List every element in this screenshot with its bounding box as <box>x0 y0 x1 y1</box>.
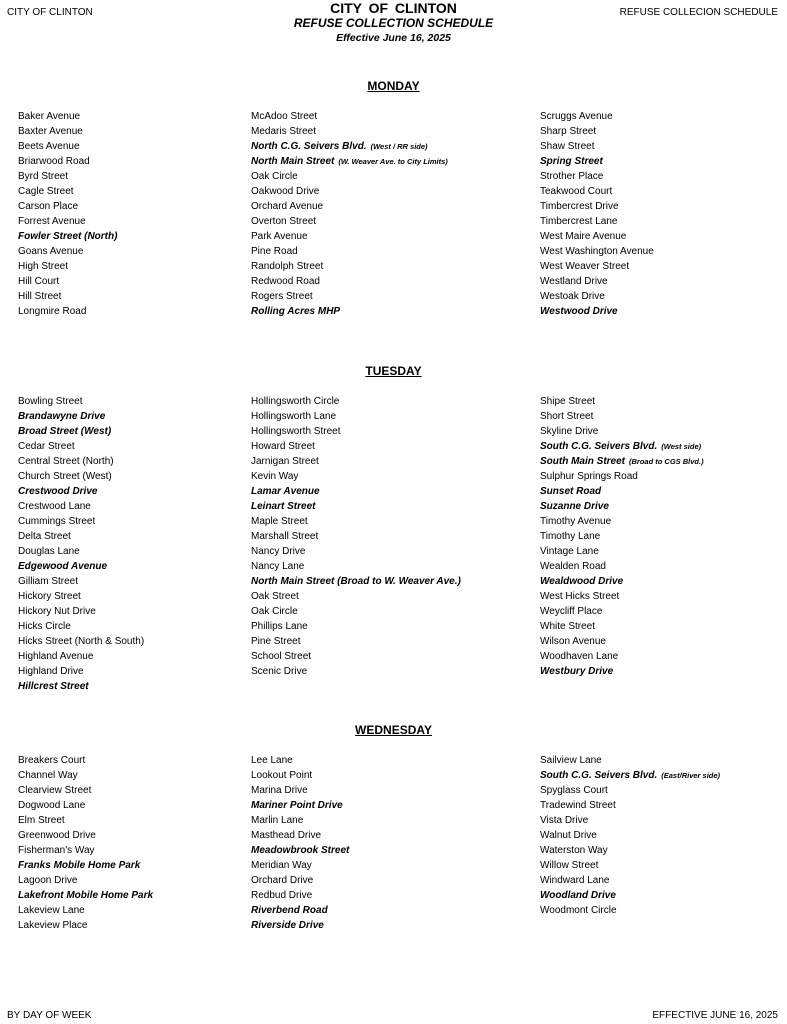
street-name <box>18 409 144 424</box>
street-label: Lakeview Place <box>18 920 88 931</box>
street-name <box>540 843 720 858</box>
header-left-label: CITY OF CLINTON <box>7 7 93 18</box>
street-name <box>251 454 461 469</box>
street-label: Breakers Court <box>18 755 86 766</box>
section-title-monday: MONDAY <box>367 79 420 93</box>
street-label: Lakeview Lane <box>18 905 85 916</box>
street-name <box>18 589 144 604</box>
wednesday-column-2 <box>251 753 349 933</box>
street-label: Randolph Street <box>251 261 324 272</box>
street-name <box>18 139 117 154</box>
street-label: North C.G. Seivers Blvd. <box>251 141 367 152</box>
tuesday-column-2 <box>251 394 461 679</box>
street-name <box>18 244 117 259</box>
street-name <box>540 873 720 888</box>
street-name <box>251 199 448 214</box>
street-label: Maple Street <box>251 516 308 527</box>
street-label: South Main Street <box>540 456 626 467</box>
street-name <box>540 484 704 499</box>
street-label: Meadowbrook Street <box>251 845 350 856</box>
title-block <box>0 1 787 46</box>
street-name <box>251 109 448 124</box>
street-label: Baker Avenue <box>18 111 81 122</box>
street-name <box>18 214 117 229</box>
street-label: Lakefront Mobile Home Park <box>18 890 154 901</box>
street-name <box>18 184 117 199</box>
street-label: Sulphur Springs Road <box>540 471 638 482</box>
street-label: Sharp Street <box>540 126 597 137</box>
street-label: Meridian Way <box>251 860 312 871</box>
street-label: Marina Drive <box>251 785 308 796</box>
street-name <box>251 244 448 259</box>
street-name <box>540 124 654 139</box>
street-label: Strother Place <box>540 171 604 182</box>
street-label: Vintage Lane <box>540 546 599 557</box>
street-label: Franks Mobile Home Park <box>18 860 141 871</box>
street-name <box>540 274 654 289</box>
street-label: West Washington Avenue <box>540 246 654 257</box>
street-name <box>18 469 144 484</box>
street-label: West Maire Avenue <box>540 231 627 242</box>
street-label: Crestwood Lane <box>18 501 91 512</box>
street-label: Douglas Lane <box>18 546 80 557</box>
street-label: Pine Road <box>251 246 298 257</box>
street-label: Fowler Street (North) <box>18 231 118 242</box>
street-name <box>251 469 461 484</box>
street-label: Lagoon Drive <box>18 875 78 886</box>
street-label: Overton Street <box>251 216 317 227</box>
street-name <box>251 604 461 619</box>
street-name <box>18 813 153 828</box>
street-name <box>251 858 349 873</box>
street-note: (East/River side) <box>661 771 721 780</box>
street-name <box>18 394 144 409</box>
street-label: North Main Street (Broad to W. Weaver Ave.) <box>251 576 461 587</box>
street-label: Woodmont Circle <box>540 905 617 916</box>
street-label: Greenwood Drive <box>18 830 96 841</box>
street-label: Woodhaven Lane <box>540 651 619 662</box>
street-name <box>540 409 704 424</box>
street-name <box>251 274 448 289</box>
street-name <box>251 259 448 274</box>
street-name <box>540 244 654 259</box>
street-name <box>18 798 153 813</box>
wednesday-column-3 <box>540 753 720 918</box>
street-label: Oak Street <box>251 591 299 602</box>
street-label: Lookout Point <box>251 770 313 781</box>
street-name <box>251 798 349 813</box>
street-label: Central Street (North) <box>18 456 114 467</box>
street-label: Carson Place <box>18 201 79 212</box>
street-name <box>540 139 654 154</box>
street-label: Byrd Street <box>18 171 69 182</box>
street-label: Goans Avenue <box>18 246 84 257</box>
street-label: Hickory Nut Drive <box>18 606 96 617</box>
street-label: Marlin Lane <box>251 815 304 826</box>
street-name <box>251 289 448 304</box>
street-name <box>18 439 144 454</box>
monday-column-2 <box>251 109 448 319</box>
street-label: Shaw Street <box>540 141 595 152</box>
street-name <box>18 169 117 184</box>
street-name <box>251 903 349 918</box>
street-name <box>18 199 117 214</box>
street-label: Brandawyne Drive <box>18 411 106 422</box>
street-label: Park Avenue <box>251 231 308 242</box>
street-label: Broad Street (West) <box>18 426 112 437</box>
street-label: School Street <box>251 651 312 662</box>
street-label: Hicks Circle <box>18 621 71 632</box>
street-name <box>251 783 349 798</box>
tuesday-column-3 <box>540 394 704 679</box>
street-name <box>251 124 448 139</box>
street-label: Bowling Street <box>18 396 83 407</box>
street-name <box>251 589 461 604</box>
street-label: Crestwood Drive <box>18 486 98 497</box>
street-name <box>18 484 144 499</box>
street-name <box>251 439 461 454</box>
street-label: Spyglass Court <box>540 785 608 796</box>
street-name <box>18 619 144 634</box>
street-name <box>251 813 349 828</box>
street-name <box>18 424 144 439</box>
street-name <box>251 664 461 679</box>
street-label: Vista Drive <box>540 815 589 826</box>
street-label: Westland Drive <box>540 276 608 287</box>
street-name <box>18 604 144 619</box>
street-name <box>251 394 461 409</box>
street-name <box>18 828 153 843</box>
street-name <box>540 589 704 604</box>
street-label: Leinart Street <box>251 501 316 512</box>
street-name <box>18 768 153 783</box>
monday-column-3 <box>540 109 654 319</box>
street-label: Elm Street <box>18 815 65 826</box>
street-label: Briarwood Road <box>18 156 90 167</box>
street-name <box>540 154 654 169</box>
street-name <box>540 199 654 214</box>
street-name <box>540 514 704 529</box>
street-name <box>540 783 720 798</box>
street-label: Baxter Avenue <box>18 126 83 137</box>
street-label: Fisherman's Way <box>18 845 95 856</box>
street-label: Cedar Street <box>18 441 75 452</box>
street-label: Timothy Lane <box>540 531 601 542</box>
street-label: Weycliff Place <box>540 606 603 617</box>
street-name <box>18 574 144 589</box>
street-label: Walnut Drive <box>540 830 597 841</box>
street-label: Nancy Drive <box>251 546 306 557</box>
street-name <box>18 529 144 544</box>
street-name <box>18 858 153 873</box>
street-name <box>18 843 153 858</box>
street-label: Wealden Road <box>540 561 606 572</box>
street-label: West Hicks Street <box>540 591 620 602</box>
street-name <box>18 873 153 888</box>
street-label: Medaris Street <box>251 126 317 137</box>
street-name <box>251 424 461 439</box>
street-label: Hollingsworth Circle <box>251 396 340 407</box>
street-name <box>251 154 448 169</box>
street-label: Redbud Drive <box>251 890 313 901</box>
street-name <box>251 574 461 589</box>
street-label: Gilliam Street <box>18 576 79 587</box>
street-name <box>251 619 461 634</box>
footer-right-label: EFFECTIVE JUNE 16, 2025 <box>652 1010 778 1021</box>
street-label: West Weaver Street <box>540 261 630 272</box>
street-name <box>18 903 153 918</box>
street-name <box>18 304 117 319</box>
street-label: Shipe Street <box>540 396 596 407</box>
street-name <box>540 304 654 319</box>
street-label: South C.G. Seivers Blvd. <box>540 441 658 452</box>
street-label: South C.G. Seivers Blvd. <box>540 770 658 781</box>
street-name <box>540 289 654 304</box>
street-label: Westbury Drive <box>540 666 614 677</box>
street-label: Highland Avenue <box>18 651 94 662</box>
street-name <box>251 169 448 184</box>
street-label: Scruggs Avenue <box>540 111 613 122</box>
street-name <box>540 169 654 184</box>
street-label: Westoak Drive <box>540 291 605 302</box>
street-label: Clearview Street <box>18 785 92 796</box>
street-name <box>540 454 704 469</box>
street-name <box>18 918 153 933</box>
monday-column-1 <box>18 109 117 319</box>
page-subtitle: REFUSE COLLECTION SCHEDULE <box>293 16 494 30</box>
street-name <box>540 753 720 768</box>
street-name <box>540 768 720 783</box>
street-name <box>540 798 720 813</box>
street-label: Channel Way <box>18 770 78 781</box>
street-name <box>251 918 349 933</box>
street-label: Tradewind Street <box>540 800 616 811</box>
page-title: CITY OF CLINTON <box>330 0 457 16</box>
effective-date: Effective June 16, 2025 <box>336 32 451 44</box>
street-name <box>251 229 448 244</box>
street-name <box>251 828 349 843</box>
street-name <box>251 499 461 514</box>
street-label: Lamar Avenue <box>251 486 320 497</box>
street-label: Nancy Lane <box>251 561 305 572</box>
street-label: Hicks Street (North & South) <box>18 636 145 647</box>
street-name <box>540 858 720 873</box>
street-label: Woodland Drive <box>540 890 616 901</box>
street-name <box>251 753 349 768</box>
street-name <box>251 529 461 544</box>
wednesday-column-1 <box>18 753 153 933</box>
street-name <box>540 544 704 559</box>
street-label: Dogwood Lane <box>18 800 86 811</box>
street-label: Suzanne Drive <box>540 501 609 512</box>
street-name <box>18 559 144 574</box>
street-label: Timbercrest Lane <box>540 216 618 227</box>
street-name <box>540 664 704 679</box>
street-name <box>18 664 144 679</box>
street-name <box>540 229 654 244</box>
street-name <box>18 783 153 798</box>
street-name <box>251 409 461 424</box>
street-note: (West / RR side) <box>370 142 428 151</box>
street-label: Delta Street <box>18 531 71 542</box>
street-name <box>540 499 704 514</box>
street-label: Windward Lane <box>540 875 610 886</box>
street-label: North Main Street <box>251 156 335 167</box>
street-label: Mariner Point Drive <box>251 800 343 811</box>
street-label: Short Street <box>540 411 594 422</box>
street-label: Cagle Street <box>18 186 74 197</box>
street-name <box>540 828 720 843</box>
street-name <box>251 484 461 499</box>
street-label: Oakwood Drive <box>251 186 320 197</box>
street-name <box>18 124 117 139</box>
street-name <box>18 499 144 514</box>
street-label: Hill Court <box>18 276 60 287</box>
street-label: Sunset Road <box>540 486 602 497</box>
street-label: Timbercrest Drive <box>540 201 619 212</box>
street-label: Lee Lane <box>251 755 293 766</box>
street-label: Pine Street <box>251 636 301 647</box>
street-name <box>251 214 448 229</box>
street-label: Masthead Drive <box>251 830 322 841</box>
street-label: Orchard Drive <box>251 875 314 886</box>
street-label: Sailview Lane <box>540 755 602 766</box>
street-label: Howard Street <box>251 441 315 452</box>
street-name <box>251 843 349 858</box>
street-name <box>251 649 461 664</box>
street-label: Westwood Drive <box>540 306 618 317</box>
street-note: (West side) <box>661 442 702 451</box>
street-name <box>540 888 720 903</box>
street-label: Willow Street <box>540 860 599 871</box>
street-name <box>540 214 654 229</box>
street-label: Beets Avenue <box>18 141 80 152</box>
street-note: (Broad to CGS Blvd.) <box>629 457 704 466</box>
street-name <box>540 813 720 828</box>
street-label: Wealdwood Drive <box>540 576 624 587</box>
footer-left-label: BY DAY OF WEEK <box>7 1010 92 1021</box>
street-label: Marshall Street <box>251 531 319 542</box>
street-name <box>540 529 704 544</box>
street-label: Teakwood Court <box>540 186 613 197</box>
street-name <box>18 888 153 903</box>
street-label: Spring Street <box>540 156 603 167</box>
street-note: (W. Weaver Ave. to City Limits) <box>338 157 448 166</box>
street-name <box>18 274 117 289</box>
street-name <box>251 634 461 649</box>
street-label: Hill Street <box>18 291 62 302</box>
street-name <box>18 289 117 304</box>
street-name <box>18 514 144 529</box>
street-name <box>18 154 117 169</box>
street-name <box>18 753 153 768</box>
street-label: Orchard Avenue <box>251 201 324 212</box>
street-label: Skyline Drive <box>540 426 599 437</box>
street-label: Wilson Avenue <box>540 636 606 647</box>
street-name <box>251 873 349 888</box>
street-label: Redwood Road <box>251 276 320 287</box>
street-name <box>540 604 704 619</box>
street-name <box>18 259 117 274</box>
street-label: Rolling Acres MHP <box>251 306 341 317</box>
street-name <box>251 559 461 574</box>
street-name <box>540 259 654 274</box>
street-name <box>540 424 704 439</box>
street-name <box>251 184 448 199</box>
street-name <box>251 304 448 319</box>
street-label: White Street <box>540 621 596 632</box>
street-label: Phillips Lane <box>251 621 308 632</box>
street-name <box>18 229 117 244</box>
street-label: Hollingsworth Lane <box>251 411 337 422</box>
street-label: Waterston Way <box>540 845 608 856</box>
street-name <box>540 469 704 484</box>
section-title-wednesday: WEDNESDAY <box>355 723 432 737</box>
street-label: Edgewood Avenue <box>18 561 108 572</box>
street-label: McAdoo Street <box>251 111 318 122</box>
street-name <box>540 184 654 199</box>
street-name <box>251 888 349 903</box>
street-name <box>18 544 144 559</box>
street-name <box>540 439 704 454</box>
street-label: Forrest Avenue <box>18 216 86 227</box>
street-label: Hillcrest Street <box>18 681 89 692</box>
header-right-label: REFUSE COLLECION SCHEDULE <box>619 7 778 18</box>
street-label: Hollingsworth Street <box>251 426 341 437</box>
street-label: Kevin Way <box>251 471 299 482</box>
street-label: High Street <box>18 261 69 272</box>
street-label: Jarnigan Street <box>251 456 319 467</box>
street-label: Highland Drive <box>18 666 84 677</box>
street-label: Cummings Street <box>18 516 96 527</box>
street-name <box>540 394 704 409</box>
street-label: Riverside Drive <box>251 920 324 931</box>
street-label: Oak Circle <box>251 171 298 182</box>
street-name <box>251 544 461 559</box>
street-name <box>18 679 144 694</box>
street-label: Scenic Drive <box>251 666 308 677</box>
street-name <box>540 109 654 124</box>
street-name <box>18 109 117 124</box>
street-label: Oak Circle <box>251 606 298 617</box>
street-name <box>540 903 720 918</box>
street-label: Longmire Road <box>18 306 87 317</box>
street-name <box>18 634 144 649</box>
street-name <box>540 649 704 664</box>
section-title-tuesday: TUESDAY <box>365 364 422 378</box>
street-name <box>540 634 704 649</box>
street-name <box>251 768 349 783</box>
street-name <box>18 454 144 469</box>
street-name <box>540 574 704 589</box>
street-name <box>18 649 144 664</box>
street-label: Hickory Street <box>18 591 81 602</box>
street-label: Timothy Avenue <box>540 516 612 527</box>
street-label: Church Street (West) <box>18 471 112 482</box>
street-name <box>251 514 461 529</box>
street-name <box>540 619 704 634</box>
street-name <box>251 139 448 154</box>
street-label: Riverbend Road <box>251 905 328 916</box>
street-label: Rogers Street <box>251 291 313 302</box>
street-name <box>540 559 704 574</box>
tuesday-column-1 <box>18 394 144 694</box>
